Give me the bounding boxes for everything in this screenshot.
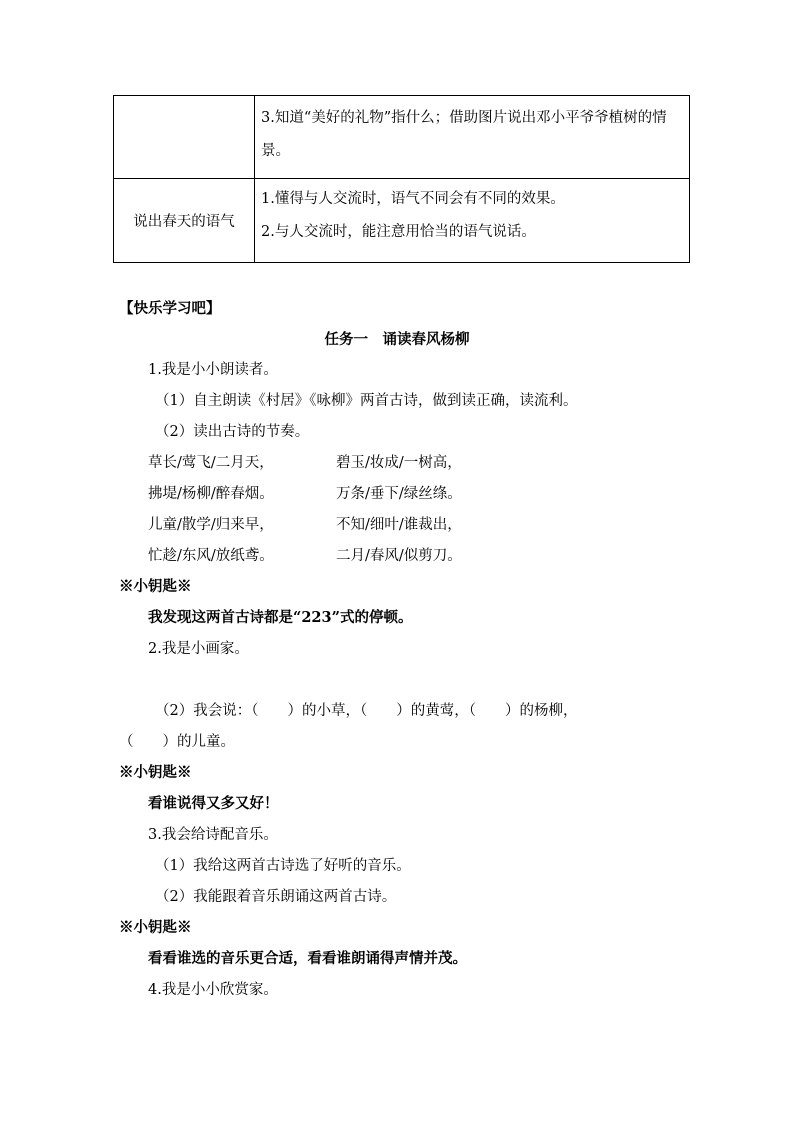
table-row xyxy=(114,179,690,263)
item1-heading: 1.我是小小朗读者。 xyxy=(148,362,278,378)
poem-line-left: 拂堤/杨柳/醉春烟。 xyxy=(148,486,274,502)
item2-sub2-continued: （ ）的儿童。 xyxy=(119,734,235,750)
table-row xyxy=(114,96,690,179)
poem-line-left: 草长/莺飞/二月天， xyxy=(148,455,274,471)
poem-line-left: 儿童/散学/归来早， xyxy=(148,517,274,533)
goal-text: 3.知道“美好的礼物”指什么；借助图片说出邓小平爷爷植树的情景。 xyxy=(261,110,667,159)
poem-line-right: 碧玉/妆成/一树高， xyxy=(336,455,462,471)
key-text: 我发现这两首古诗都是“223”式的停顿。 xyxy=(148,609,413,626)
poem-line-right: 万条/垂下/绿丝绦。 xyxy=(336,486,462,502)
poem-line-right: 不知/细叶/谁裁出， xyxy=(336,517,462,533)
table-cell-left: 说出春天的语气 xyxy=(114,179,255,263)
learning-goals-table xyxy=(113,95,690,263)
task-title: 任务一 诵读春风杨柳 xyxy=(324,331,470,348)
key-text: 看看谁选的音乐更合适，看看谁朗诵得声情并茂。 xyxy=(148,950,467,967)
item1-sub2: （2）读出古诗的节奏。 xyxy=(155,424,310,440)
table-cell-right xyxy=(255,179,690,263)
item1-sub1: （1）自主朗读《村居》《咏柳》两首古诗，做到读正确，读流利。 xyxy=(155,393,578,409)
key-label: ※小钥匙※ xyxy=(119,578,192,595)
item2-sub2: （2）我会说：（ ）的小草，（ ）的黄莺，（ ）的杨柳， xyxy=(155,703,578,719)
goal-text: 1.懂得与人交流时，语气不同会有不同的效果。 xyxy=(261,191,565,207)
table-cell-right xyxy=(255,96,690,179)
key-label: ※小钥匙※ xyxy=(119,764,192,781)
item4-heading: 4.我是小小欣赏家。 xyxy=(148,982,278,998)
section-title: 【快乐学习吧】 xyxy=(119,300,221,317)
table-cell-left xyxy=(114,96,255,179)
item3-sub2: （2）我能跟着音乐朗诵这两首古诗。 xyxy=(155,889,397,905)
key-label: ※小钥匙※ xyxy=(119,919,192,936)
goal-text: 2.与人交流时，能注意用恰当的语气说话。 xyxy=(261,224,536,240)
poem-line-left: 忙趁/东风/放纸鸢。 xyxy=(148,548,274,564)
item3-heading: 3.我会给诗配音乐。 xyxy=(148,827,278,843)
poem-line-right: 二月/春风/似剪刀。 xyxy=(336,548,462,564)
item2-heading: 2.我是小画家。 xyxy=(148,641,249,657)
key-text: 看谁说得又多又好！ xyxy=(148,795,279,812)
item3-sub1: （1）我给这两首古诗选了好听的音乐。 xyxy=(155,858,411,874)
